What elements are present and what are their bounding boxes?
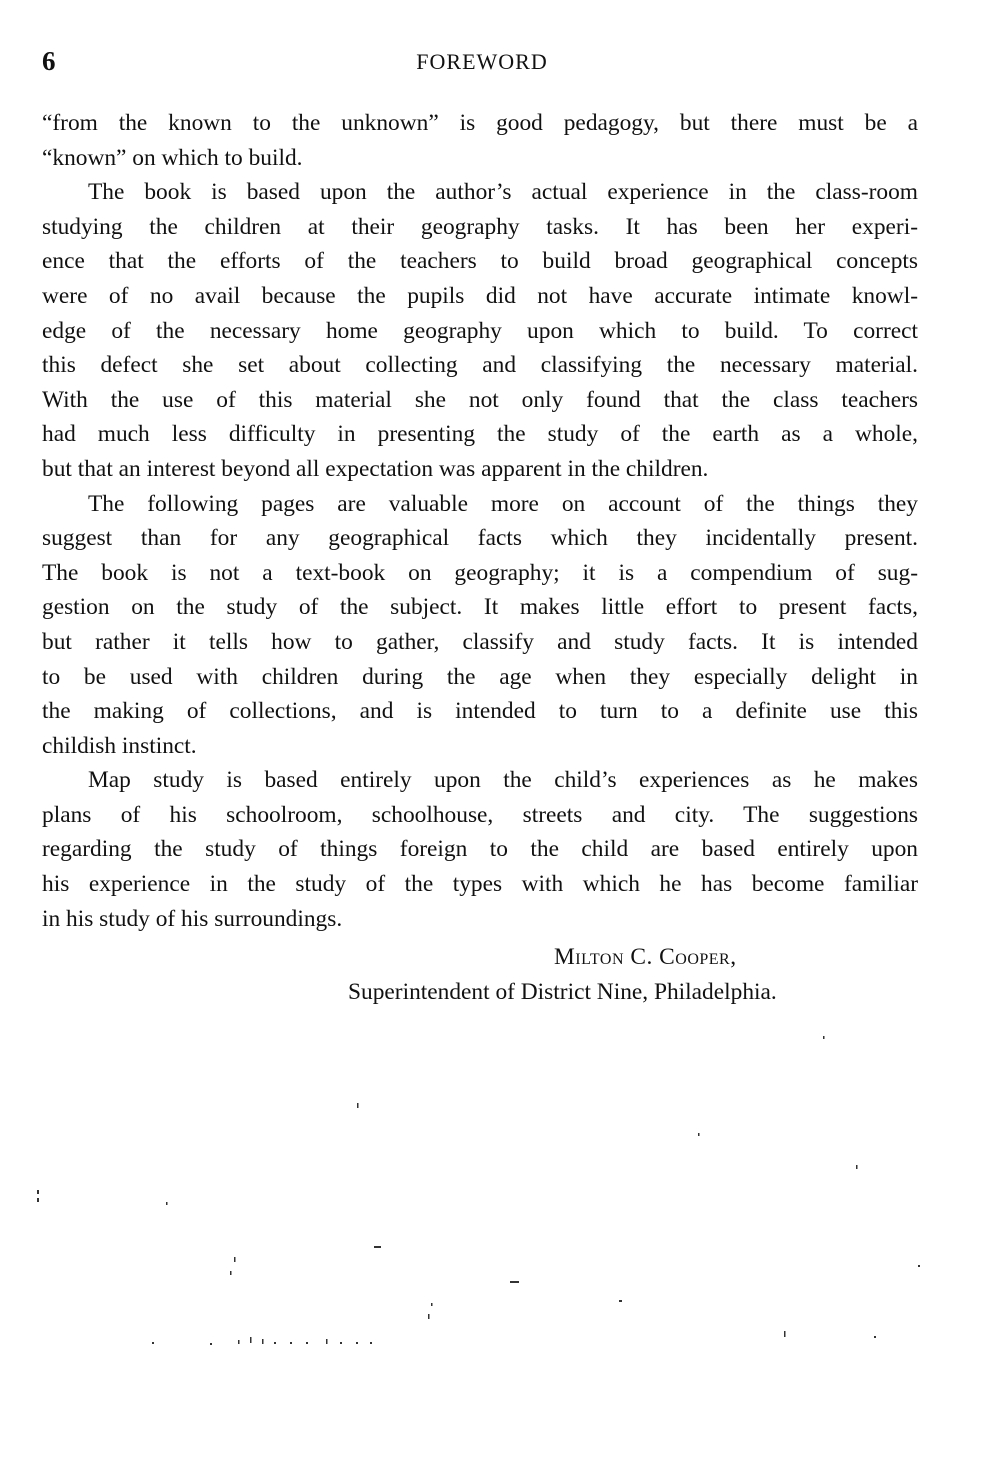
text-line: studying the children at their geography tasks. It has been her experi- <box>42 213 918 240</box>
scan-speck <box>856 1165 858 1169</box>
scan-speck <box>274 1342 276 1344</box>
text-line: The book is based upon the author’s actual experience in the class-room <box>88 179 918 206</box>
scan-speck <box>698 1133 700 1136</box>
text-line: The book is not a text-book on geography; it is a compendium of sug- <box>42 559 918 586</box>
scan-speck <box>374 1246 381 1248</box>
text-line: this defect she set about collecting and classifying the necessary material. <box>42 352 918 379</box>
scan-speck <box>326 1339 328 1344</box>
scan-speck <box>431 1303 433 1306</box>
scan-speck <box>306 1342 308 1344</box>
text-line: “from the known to the unknown” is good pedagogy, but there must be a <box>42 110 918 136</box>
text-line: to be used with children during the age when they especially delight in <box>42 663 918 690</box>
scan-speck <box>918 1265 920 1267</box>
paragraph-3 <box>42 487 918 764</box>
scan-speck <box>290 1342 292 1344</box>
running-head-title: FOREWORD <box>416 49 548 74</box>
text-line: the making of collections, and is intended to turn to a definite use this <box>42 698 918 725</box>
scan-speck <box>370 1342 372 1344</box>
text-line: plans of his schoolroom, schoolhouse, streets and city. The suggestions <box>42 801 918 828</box>
text-line: edge of the necessary home geography upon which to build. To correct <box>42 317 918 344</box>
text-line: were of no avail because the pupils did not have accurate intimate knowl- <box>42 282 918 309</box>
paragraph-1 <box>42 106 918 175</box>
page-header <box>42 44 922 78</box>
text-line: ence that the efforts of the teachers to build broad geographical concepts <box>42 248 918 275</box>
scan-speck <box>357 1103 359 1108</box>
text-line: childish instinct. <box>42 732 197 759</box>
text-line: With the use of this material she not only found that the class teachers <box>42 386 918 413</box>
scan-speck <box>37 1190 39 1194</box>
scan-speck <box>428 1314 430 1319</box>
text-line: had much less difficulty in presenting the study of the earth as a whole, <box>42 421 918 448</box>
scan-speck <box>356 1342 358 1344</box>
scan-speck <box>510 1281 519 1283</box>
signatory-title: Superintendent of District Nine, Philadelphia. <box>348 978 777 1005</box>
scan-speck <box>238 1340 240 1344</box>
text-line: gestion on the study of the subject. It makes little effort to present facts, <box>42 594 918 621</box>
text-line: regarding the study of things foreign to the child are based entirely upon <box>42 836 918 863</box>
text-line: his experience in the study of the types with which he has become familiar <box>42 871 918 898</box>
paragraph-4 <box>42 763 918 936</box>
text-line: in his study of his surroundings. <box>42 905 343 932</box>
scan-speck <box>262 1339 264 1344</box>
scan-speck <box>37 1198 39 1202</box>
text-line: The following pages are valuable more on account of the things they <box>88 490 918 517</box>
text-line: suggest than for any geographical facts which they incidentally present. <box>42 525 918 552</box>
signatory-name: Milton C. Cooper, <box>554 944 737 970</box>
text-line: Map study is based entirely upon the child’s experiences as he makes <box>88 767 918 794</box>
foreword-body <box>42 106 918 936</box>
text-line: “known” on which to build. <box>42 144 303 171</box>
scan-speck <box>619 1300 622 1302</box>
scan-speck <box>166 1202 168 1205</box>
text-line: but rather it tells how to gather, classify and study facts. It is intended <box>42 628 918 655</box>
text-line: but that an interest beyond all expectation was apparent in the children. <box>42 455 709 482</box>
scan-speck <box>823 1036 825 1039</box>
scan-speck <box>340 1342 342 1344</box>
page-number: 6 <box>42 46 56 76</box>
scan-speck <box>874 1336 876 1338</box>
scan-speck <box>152 1342 154 1344</box>
scan-speck <box>210 1343 212 1345</box>
scan-speck <box>250 1337 252 1343</box>
scan-speck <box>234 1257 236 1262</box>
paragraph-2 <box>42 175 918 486</box>
scan-speck <box>230 1271 232 1275</box>
scan-speck <box>784 1331 786 1337</box>
signature-block <box>348 940 893 1009</box>
